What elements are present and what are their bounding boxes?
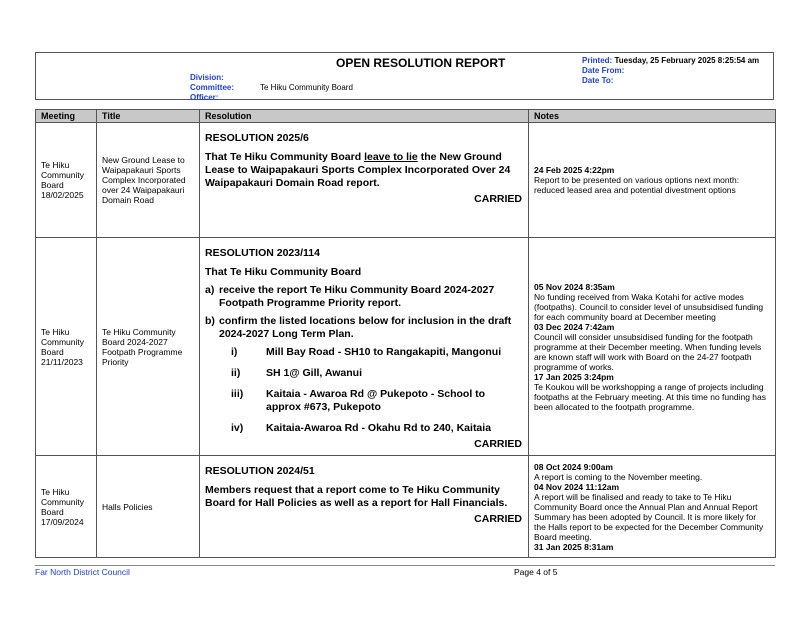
meeting-line: Te Hiku <box>41 160 70 170</box>
footer-divider <box>35 565 775 566</box>
committee-value: Te Hiku Community Board <box>260 83 353 92</box>
notes-cell <box>529 123 776 238</box>
resolution-cell <box>200 456 529 558</box>
meeting-date: 21/11/2023 <box>41 356 83 367</box>
resolution-subitem <box>219 388 522 414</box>
table-row <box>36 456 776 558</box>
subitem-text: Kaitaia - Awaroa Rd @ Pukepoto - School to approx #673, Pukepoto <box>266 388 486 413</box>
resolution-subitem <box>219 367 522 380</box>
resolution-text: Members request that a report come to Te Hiku Community Board for Hall Policies as well as a report for Hall Financials. <box>205 484 508 509</box>
table-row <box>36 123 776 238</box>
note-date: 08 Oct 2024 9:00am <box>534 461 613 472</box>
resolution-cell <box>200 238 529 456</box>
note-date: 04 Nov 2024 11:12am <box>534 481 620 492</box>
report-header <box>35 52 774 100</box>
title-cell: Halls Policies <box>97 456 200 558</box>
meeting-cell <box>36 456 97 558</box>
page-number: Page 4 of 5 <box>514 567 558 577</box>
note-date: 24 Feb 2025 4:22pm <box>534 165 615 175</box>
subitem-marker: iii) <box>231 388 244 400</box>
resolution-text-part: That Te Hiku Community Board <box>205 151 365 163</box>
note-text: A report is coming to the November meeting. <box>534 471 703 482</box>
resolution-number: RESOLUTION 2024/51 <box>205 465 315 477</box>
date-to-label: Date To: <box>582 76 614 85</box>
subitem-marker: i) <box>231 346 238 358</box>
subitem-text: Kaitaia-Awaroa Rd - Okahu Rd to 240, Kaitaia <box>266 422 492 434</box>
resolution-item <box>205 315 522 341</box>
table-header-row <box>36 110 776 123</box>
resolution-text <box>205 151 522 190</box>
header-dates <box>582 56 772 86</box>
officer-label: Officer: <box>190 93 219 102</box>
division-label: Division: <box>190 73 224 82</box>
note-date: 17 Jan 2025 3:24pm <box>534 371 614 382</box>
title-cell: Te Hiku Community Board 2024-2027 Footpath Programme Priority <box>97 238 200 456</box>
note-date: 31 Jan 2025 8:31am <box>534 541 614 552</box>
meeting-date: 18/02/2025 <box>41 190 84 200</box>
resolution-table <box>35 109 776 558</box>
subitem-marker: iv) <box>231 422 244 434</box>
resolution-text-underlined: leave to lie <box>364 151 418 163</box>
subitem-text: SH 1@ Gill, Awanui <box>266 367 363 379</box>
note-text: Te Koukou will be workshopping a range of projects including footpaths at the February meeting. At this time no funding has been allocated to the footpath programme. <box>534 381 766 412</box>
meeting-line: Te Hiku <box>41 326 70 337</box>
item-text: receive the report Te Hiku Community Board 2024-2027 Footpath Programme Priority report. <box>219 284 495 309</box>
notes-cell <box>529 238 776 456</box>
subitem-text: Mill Bay Road - SH10 to Rangakapiti, Mangonui <box>266 346 502 358</box>
meeting-line: Community <box>41 336 84 347</box>
column-header-notes: Notes <box>529 110 776 123</box>
resolution-number: RESOLUTION 2023/114 <box>205 247 320 259</box>
meeting-cell <box>36 238 97 456</box>
title-cell: New Ground Lease to Waipapakauri Sports Complex Incorporated over 24 Waipapakauri Domain Road <box>97 123 200 238</box>
meeting-line: Te Hiku <box>41 486 70 497</box>
item-marker: b) <box>205 315 215 327</box>
notes-cell <box>529 456 776 558</box>
note-date: 03 Dec 2024 7:42am <box>534 321 615 332</box>
resolution-intro: That Te Hiku Community Board <box>205 266 362 278</box>
carried-label: CARRIED <box>474 513 522 525</box>
resolution-subitem <box>219 422 522 435</box>
item-marker: a) <box>205 284 215 296</box>
resolution-subitem <box>219 346 522 359</box>
printed-label: Printed: <box>582 56 613 65</box>
resolution-text <box>205 266 522 435</box>
meeting-line: Board <box>41 180 64 190</box>
meeting-cell <box>36 123 97 238</box>
column-header-title: Title <box>97 110 200 123</box>
carried-label: CARRIED <box>474 438 522 450</box>
committee-label: Committee: <box>190 83 235 92</box>
column-header-meeting: Meeting <box>36 110 97 123</box>
carried-label: CARRIED <box>474 193 522 205</box>
meeting-line: Board <box>41 346 64 357</box>
footer-organisation: Far North District Council <box>35 567 130 577</box>
item-text: confirm the listed locations below for inclusion in the draft 2024-2027 Long Term Plan. <box>219 315 512 340</box>
note-text: Council will consider unsubsidised funding for the footpath programme at their December meeting. When funding levels are known staff will work with Board on the 24-27 footpath programme of works. <box>534 331 762 372</box>
resolution-text-part: the New Ground Lease to Waipapakauri Sports Complex Incorporated Over 24 Waipapakauri Domain Road report. <box>205 151 511 189</box>
subitem-marker: ii) <box>231 367 241 379</box>
resolution-number: RESOLUTION 2025/6 <box>205 132 309 144</box>
note-text: Report to be presented on various options next month: reduced leased area and potential divestment options <box>534 175 740 195</box>
column-header-resolution: Resolution <box>200 110 529 123</box>
date-from-label: Date From: <box>582 66 625 75</box>
table-row <box>36 238 776 456</box>
note-text: No funding received from Waka Kotahi for active modes (footpaths). Council to consider level of unsubsidised funding for each community board at December meeting <box>534 291 764 322</box>
resolution-cell <box>200 123 529 238</box>
note-text: A report will be finalised and ready to take to Te Hiku Community Board once the Annual Plan and Annual Report Summary has been adopted by Council. It is more likely for the Halls report to be expected for the December Community Board meeting. <box>534 491 764 542</box>
meeting-line: Board <box>41 506 64 517</box>
meeting-date: 17/09/2024 <box>41 516 84 527</box>
header-filters <box>190 73 353 103</box>
resolution-item <box>205 284 522 310</box>
meeting-line: Community <box>41 496 84 507</box>
note-date: 05 Nov 2024 8:35am <box>534 281 615 292</box>
meeting-line: Community <box>41 170 84 180</box>
report-title: OPEN RESOLUTION REPORT <box>336 56 506 70</box>
printed-value: Tuesday, 25 February 2025 8:25:54 am <box>614 56 760 65</box>
